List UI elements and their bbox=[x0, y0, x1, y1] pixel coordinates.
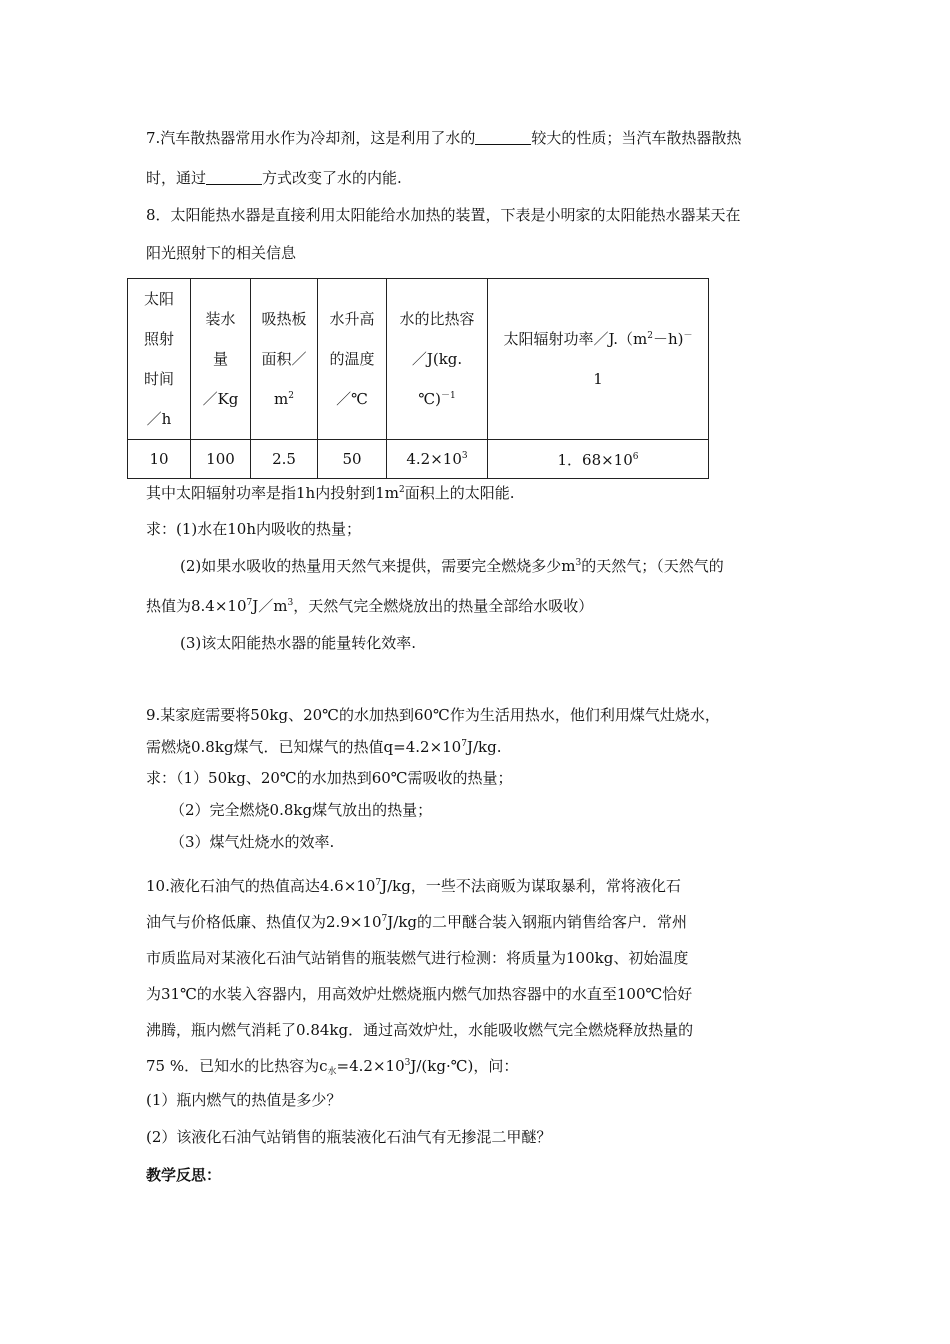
q8-line2: 阳光照射下的相关信息 bbox=[146, 244, 297, 262]
q10-line5: 沸腾，瓶内燃气消耗了0.84kg．通过高效炉灶，水能吸收燃气完全燃烧释放热量的 bbox=[146, 1021, 694, 1039]
header-specific-heat: 水的比热容 ／J(kg. ℃)$^{-1}$ bbox=[387, 279, 488, 440]
q10-sub-1: (1）瓶内燃气的热值是多少？ bbox=[146, 1091, 342, 1109]
q10-sub-2: (2）该液化石油气站销售的瓶装液化石油气有无掺混二甲醚？ bbox=[146, 1128, 552, 1146]
q7-line1: 7.汽车散热器常用水作为冷却剂，这是利用了水的 较大的性质；当汽车散热器散热 bbox=[146, 129, 742, 147]
header-temp-rise: 水升高 的温度 ／℃ bbox=[318, 279, 387, 440]
q8-sub-2-cont: 热值为$8.4\times 10^7J/m^3$，天然气完全燃烧放出的热量全部给水吸收） bbox=[146, 597, 594, 615]
table-header-row bbox=[128, 279, 709, 440]
value-temp-rise: 50 bbox=[318, 440, 387, 479]
q8-note: 其中太阳辐射功率是指1h内投射到$1m^2$面积上的太阳能. bbox=[146, 484, 515, 502]
q10-line2: 油气与价格低廉、热值仅为$2.9\times 10^7J/kg$的二甲醚合装入钢瓶内销售给客户．常州 bbox=[146, 913, 688, 931]
q7-line2: 时，通过 方式改变了水的内能. bbox=[146, 169, 402, 187]
q10-line4: 为31℃的水装入容器内，用高效炉灶燃烧瓶内燃气加热容器中的水直至100℃恰好 bbox=[146, 985, 693, 1003]
header-radiation-power: 太阳辐射功率$/J.(m^2-h)^-$ 1 bbox=[488, 279, 709, 440]
value-radiation-power: 1．$68\times 10^6$ bbox=[488, 440, 709, 479]
q7-blank-1 bbox=[475, 130, 531, 145]
value-water-mass: 100 bbox=[191, 440, 251, 479]
q8-line1: 8．太阳能热水器是直接利用太阳能给水加热的装置，下表是小明家的太阳能热水器某天在 bbox=[146, 206, 741, 224]
header-panel-area: 吸热板 面积／ $m^2$ bbox=[251, 279, 318, 440]
teaching-reflection-heading: 教学反思： bbox=[146, 1166, 222, 1184]
value-panel-area: 2.5 bbox=[251, 440, 318, 479]
q9-line2: 需燃烧0.8kg煤气．已知煤气的热值$q=4.2\times 10^7J/kg$. bbox=[146, 738, 502, 756]
q9-ask-1: 求：（1）50kg、20℃的水加热到60℃需吸收的热量； bbox=[146, 769, 513, 787]
q9-line1: 9.某家庭需要将50kg、20℃的水加热到60℃作为生活用热水，他们利用煤气灶烧水， bbox=[146, 706, 720, 724]
solar-heater-table bbox=[127, 278, 709, 479]
table-value-row bbox=[128, 440, 709, 479]
q10-line3: 市质监局对某液化石油气站销售的瓶装燃气进行检测：将质量为100kg、初始温度 bbox=[146, 949, 689, 967]
value-specific-heat: $4.2\times 10^3$ bbox=[387, 440, 488, 479]
q9-sub-2: （2）完全燃烧0.8kg煤气放出的热量； bbox=[170, 801, 433, 819]
q8-sub-2: (2)如果水吸收的热量用天然气来提供，需要完全燃烧多少$m^3$的天然气；（天然气的 bbox=[180, 557, 724, 575]
header-time: 太阳 照射 时间 ／h bbox=[128, 279, 191, 440]
q7-blank-2 bbox=[206, 170, 262, 185]
q8-ask-1: 求：(1)水在10h内吸收的热量； bbox=[146, 520, 361, 538]
value-time: 10 bbox=[128, 440, 191, 479]
q10-line6: 75 %．已知水的比热容为$c_水=4.2\times 10^3J/(kg\cdot℃)$，问： bbox=[146, 1057, 519, 1077]
q10-line1: 10.液化石油气的热值高达$4.6\times 10^7J/kg$，一些不法商贩为谋取暴利，常将液化石 bbox=[146, 877, 681, 895]
q8-sub-3: (3)该太阳能热水器的能量转化效率. bbox=[180, 634, 417, 652]
header-water-mass: 装水 量 ／Kg bbox=[191, 279, 251, 440]
q9-sub-3: （3）煤气灶烧水的效率. bbox=[170, 833, 335, 851]
